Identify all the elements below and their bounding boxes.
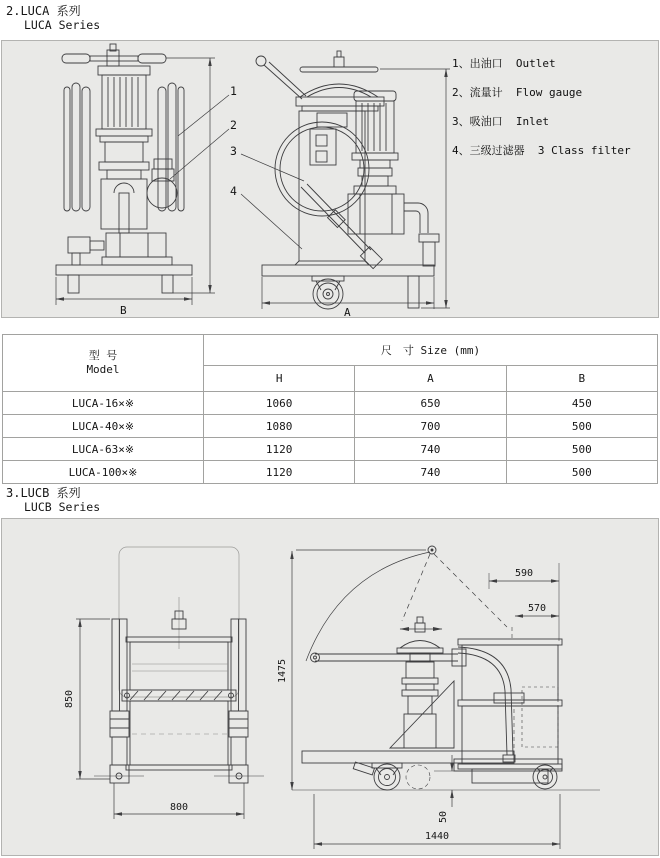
luca-front-view bbox=[56, 44, 192, 293]
a-cell: 740 bbox=[355, 461, 506, 484]
callout-2: 2 bbox=[230, 118, 237, 132]
model-cell: LUCA-40×※ bbox=[3, 415, 204, 438]
lucb-technical-drawing bbox=[2, 519, 658, 855]
size-header-cell: 尺 寸 Size (mm) bbox=[204, 335, 658, 366]
col-header-H: H bbox=[204, 366, 355, 392]
a-cell: 650 bbox=[355, 392, 506, 415]
lucb-section-subtitle: LUCB Series bbox=[24, 500, 101, 514]
dim-850: 850 bbox=[64, 689, 75, 709]
dim-1440: 1440 bbox=[424, 831, 450, 842]
callout-1: 1 bbox=[230, 84, 237, 98]
lucb-front-dims bbox=[76, 619, 244, 819]
b-cell: 500 bbox=[506, 438, 657, 461]
callout-leaders bbox=[170, 95, 304, 249]
legend-item-flow-gauge: 2、流量计 Flow gauge bbox=[452, 86, 583, 99]
model-cell: LUCA-63×※ bbox=[3, 438, 204, 461]
lucb-side-view bbox=[292, 546, 600, 790]
h-cell: 1120 bbox=[204, 438, 355, 461]
luca-drawing-panel bbox=[1, 40, 659, 318]
legend-item-inlet: 3、吸油口 Inlet bbox=[452, 115, 549, 128]
luca-section-title: 2.LUCA 系列 bbox=[6, 4, 81, 18]
luca-section-subtitle: LUCA Series bbox=[24, 18, 101, 32]
lucb-side-dims bbox=[292, 550, 560, 849]
dim-570: 570 bbox=[527, 603, 547, 614]
h-cell: 1120 bbox=[204, 461, 355, 484]
model-header-cell bbox=[3, 335, 204, 392]
parts-legend bbox=[452, 49, 631, 165]
lucb-front-view bbox=[94, 547, 264, 783]
lucb-section-title: 3.LUCB 系列 bbox=[6, 486, 81, 500]
h-cell: 1060 bbox=[204, 392, 355, 415]
a-cell: 700 bbox=[355, 415, 506, 438]
col-header-B: B bbox=[506, 366, 657, 392]
dim-50: 50 bbox=[438, 810, 449, 824]
b-cell: 450 bbox=[506, 392, 657, 415]
a-cell: 740 bbox=[355, 438, 506, 461]
callout-3: 3 bbox=[230, 144, 237, 158]
table-row bbox=[3, 415, 658, 438]
col-header-A: A bbox=[355, 366, 506, 392]
dim-800: 800 bbox=[169, 802, 189, 813]
legend-item-outlet: 1、出油口 Outlet bbox=[452, 57, 556, 70]
dim-1475: 1475 bbox=[277, 658, 288, 684]
dim-590: 590 bbox=[514, 568, 534, 579]
h-cell: 1080 bbox=[204, 415, 355, 438]
dim-label-B: B bbox=[120, 304, 127, 317]
size-table bbox=[2, 334, 658, 484]
model-header-en: Model bbox=[86, 363, 120, 376]
b-cell: 500 bbox=[506, 461, 657, 484]
table-row bbox=[3, 392, 658, 415]
table-row bbox=[3, 461, 658, 484]
table-row bbox=[3, 438, 658, 461]
b-cell: 500 bbox=[506, 415, 657, 438]
model-cell: LUCA-16×※ bbox=[3, 392, 204, 415]
callout-4: 4 bbox=[230, 184, 237, 198]
luca-side-view bbox=[256, 51, 439, 309]
lucb-drawing-panel bbox=[1, 518, 659, 856]
model-cell: LUCA-100×※ bbox=[3, 461, 204, 484]
model-header-zh: 型 号 bbox=[88, 349, 118, 362]
legend-item-filter: 4、三级过滤器 3 Class filter bbox=[452, 144, 631, 157]
dim-label-A: A bbox=[344, 306, 351, 317]
